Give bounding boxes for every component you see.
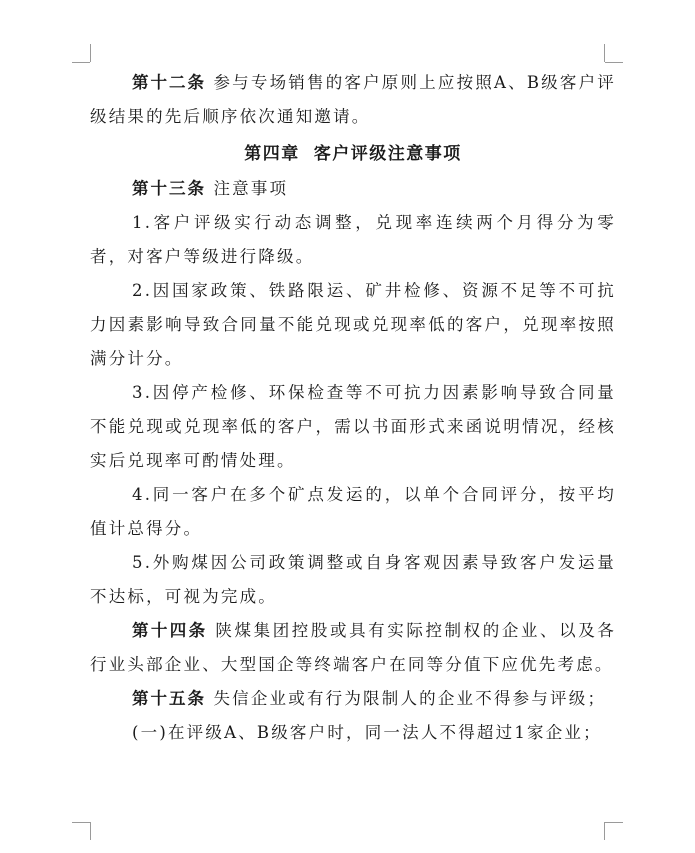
article-14 xyxy=(90,614,616,682)
chapter-heading xyxy=(90,136,616,172)
chapter-label: 第四章 xyxy=(244,144,300,164)
article-12 xyxy=(90,66,616,134)
article-text: 失信企业或有行为限制人的企业不得参与评级； xyxy=(213,689,607,708)
article-13 xyxy=(90,172,616,206)
paragraph-item-3: 3.因停产检修、环保检查等不可抗力因素影响导致合同量不能兑现或兑现率低的客户，需以书面形式来函说明情况，经核实后兑现率可酌情处理。 xyxy=(90,383,616,470)
article-label: 第十三条 xyxy=(132,179,206,198)
paragraph-sub-item-1: (一)在评级A、B级客户时，同一法人不得超过1家企业； xyxy=(132,723,602,742)
paragraph-item-5: 5.外购煤因公司政策调整或自身客观因素导致客户发运量不达标，可视为完成。 xyxy=(90,553,616,606)
document-body xyxy=(90,66,616,750)
paragraph-item-1: 1.客户评级实行动态调整，兑现率连续两个月得分为零者，对客户等级进行降级。 xyxy=(90,213,616,266)
article-label: 第十五条 xyxy=(132,689,206,708)
paragraph-item-2: 2.因国家政策、铁路限运、矿井检修、资源不足等不可抗力因素影响导致合同量不能兑现或兑现率低的客户，兑现率按照满分计分。 xyxy=(90,281,616,368)
article-text: 注意事项 xyxy=(213,179,289,198)
article-15 xyxy=(90,682,616,716)
article-text: 参与专场销售的客户原则上应按照A、B级客户评级结果的先后顺序依次通知邀请。 xyxy=(90,73,616,126)
article-label: 第十二条 xyxy=(132,73,207,92)
article-text: 陕煤集团控股或具有实际控制权的企业、以及各行业头部企业、大型国企等终端客户在同等分值下应优先考虑。 xyxy=(90,621,616,674)
paragraph-item-4: 4.同一客户在多个矿点发运的，以单个合同评分，按平均值计总得分。 xyxy=(90,485,616,538)
article-label: 第十四条 xyxy=(132,621,208,640)
chapter-title: 客户评级注意事项 xyxy=(313,144,462,164)
